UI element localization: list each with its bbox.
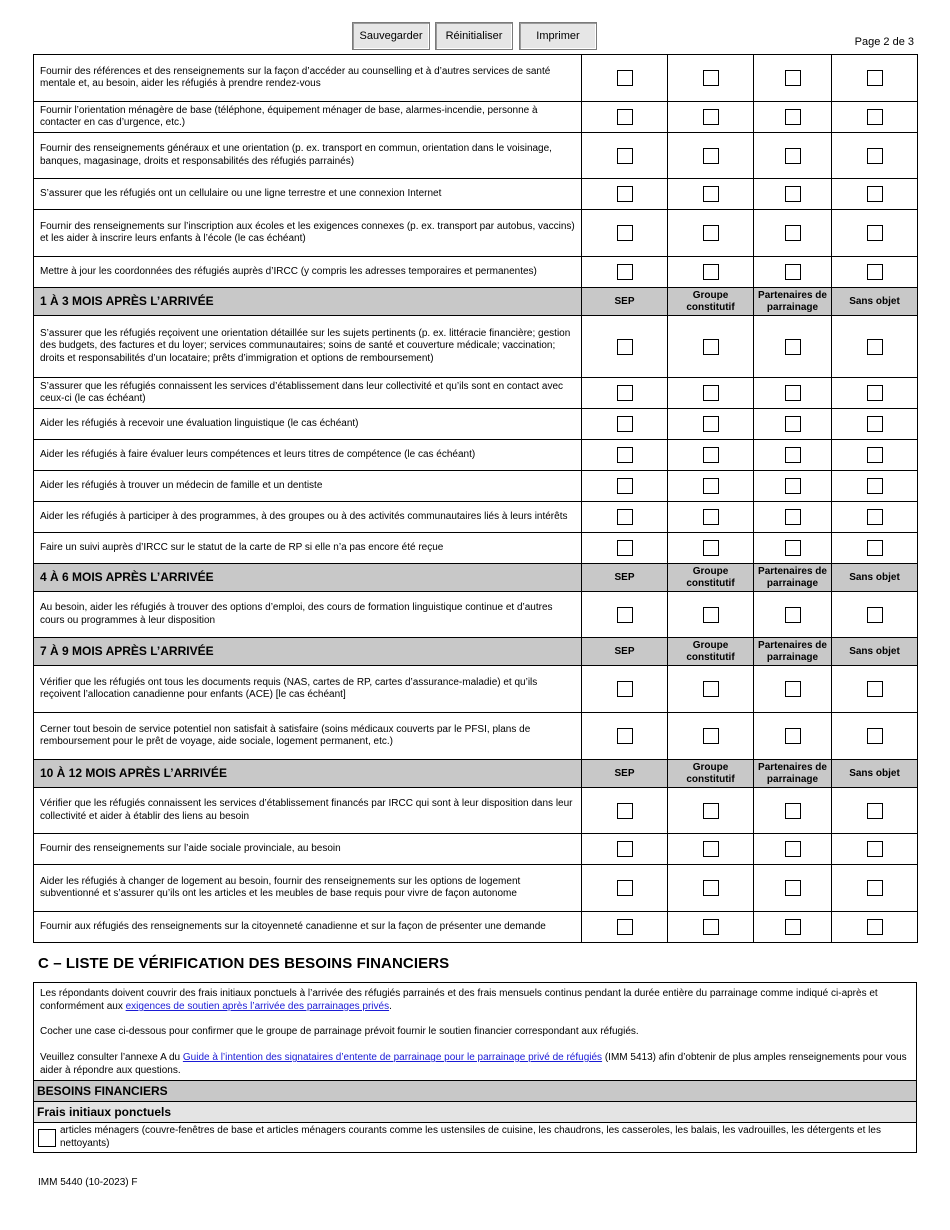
sponsorship-guide-link[interactable]: Guide à l’intention des signataires d’entente de parrainage pour le parrainage privé de réfugiés — [182, 1052, 603, 1063]
checkbox-partenaires[interactable] — [785, 681, 801, 697]
checkbox-partenaires[interactable] — [785, 728, 801, 744]
task-description: Mettre à jour les coordonnées des réfugiés auprès d’IRCC (y compris les adresses temporaires et permanentes) — [34, 257, 582, 288]
checkbox-groupe[interactable] — [703, 681, 719, 697]
checkbox-sans_objet[interactable] — [867, 447, 883, 463]
checkbox-sans_objet[interactable] — [867, 264, 883, 280]
checkbox-cell-partenaires — [754, 102, 832, 133]
checkbox-cell-groupe — [668, 865, 754, 912]
column-header-sans_objet: Sans objet — [832, 288, 918, 316]
checkbox-cell-sep — [582, 834, 668, 865]
checkbox-partenaires[interactable] — [785, 109, 801, 125]
page-number: Page 2 de 3 — [854, 36, 914, 48]
column-header-sans_objet: Sans objet — [832, 564, 918, 592]
column-header-sans_objet: Sans objet — [832, 638, 918, 666]
table-row — [34, 378, 918, 409]
checkbox-cell-groupe — [668, 257, 754, 288]
checkbox-groupe[interactable] — [703, 225, 719, 241]
checkbox-cell-sep — [582, 713, 668, 760]
checkbox-cell-sans_objet — [832, 912, 918, 943]
checkbox-cell-partenaires — [754, 179, 832, 210]
checkbox-cell-sans_objet — [832, 378, 918, 409]
checkbox-cell-sep — [582, 533, 668, 564]
task-description: Faire un suivi auprès d’IRCC sur le statut de la carte de RP si elle n’a pas encore été reçue — [34, 533, 582, 564]
checkbox-groupe[interactable] — [703, 841, 719, 857]
checkbox-cell-partenaires — [754, 257, 832, 288]
checkbox-cell-partenaires — [754, 55, 832, 102]
checkbox-cell-groupe — [668, 471, 754, 502]
checkbox-cell-sans_objet — [832, 409, 918, 440]
table-row — [34, 788, 918, 834]
checkbox-sans_objet[interactable] — [867, 681, 883, 697]
checkbox-cell-groupe — [668, 179, 754, 210]
column-header-partenaires: Partenaires de parrainage — [754, 638, 832, 666]
checkbox-cell-groupe — [668, 592, 754, 638]
checkbox-cell-partenaires — [754, 210, 832, 257]
checkbox-cell-sans_objet — [832, 316, 918, 378]
checkbox-cell-sans_objet — [832, 713, 918, 760]
checkbox-cell-sans_objet — [832, 440, 918, 471]
table-row — [34, 133, 918, 179]
checkbox-sep[interactable] — [617, 728, 633, 744]
guide-reference-paragraph: Veuillez consulter l’annexe A du Guide à l’intention des signataires d’entente de parrainage pour le parrainage privé de réfugiés (IMM 5413) afin d’obtenir de plus amples renseignements pour vous aider à répondre aux questions. — [40, 1052, 907, 1076]
checkbox-cell-sans_objet — [832, 834, 918, 865]
section-header-10-12-months — [34, 760, 918, 788]
checkbox-cell-sep — [582, 133, 668, 179]
checkbox-partenaires[interactable] — [785, 478, 801, 494]
checkbox-cell-partenaires — [754, 592, 832, 638]
checkbox-sans_objet[interactable] — [867, 607, 883, 623]
table-row — [34, 666, 918, 713]
table-row — [34, 179, 918, 210]
task-description: S’assurer que les réfugiés ont un cellulaire ou une ligne terrestre et une connexion Internet — [34, 179, 582, 210]
checkbox-sans_objet[interactable] — [867, 540, 883, 556]
checkbox-sans_objet[interactable] — [867, 70, 883, 86]
checkbox-cell-partenaires — [754, 834, 832, 865]
household-items-label: articles ménagers (couvre-fenêtres de base et articles ménagers courants comme les ustensiles de cuisine, les chaudrons, les casseroles, les balais, les vadrouilles, les détergents et les nettoyants) — [60, 1125, 881, 1149]
checkbox-cell-sep — [582, 409, 668, 440]
checkbox-groupe[interactable] — [703, 385, 719, 401]
checkbox-groupe[interactable] — [703, 70, 719, 86]
checkbox-partenaires[interactable] — [785, 264, 801, 280]
checkbox-cell-sep — [582, 865, 668, 912]
checkbox-cell-partenaires — [754, 533, 832, 564]
table-row — [34, 865, 918, 912]
checkbox-cell-groupe — [668, 440, 754, 471]
checkbox-cell-sep — [582, 102, 668, 133]
table-row — [34, 102, 918, 133]
column-header-groupe: Groupe constitutif — [668, 564, 754, 592]
checkbox-cell-sans_objet — [832, 788, 918, 834]
task-description: Fournir des renseignements généraux et une orientation (p. ex. transport en commun, orientation dans le voisinage, banques, magasinage, droits et responsabilités des réfugiés parrainés) — [34, 133, 582, 179]
checkbox-groupe[interactable] — [703, 728, 719, 744]
checkbox-groupe[interactable] — [703, 540, 719, 556]
checkbox-cell-sep — [582, 179, 668, 210]
task-description: Aider les réfugiés à changer de logement au besoin, fournir des renseignements sur les options de logement subventionné et s’assurer qu’ils ont les articles et les meubles de base requis pour vivre de façon autonome — [34, 865, 582, 912]
table-row — [34, 592, 918, 638]
table-row — [34, 440, 918, 471]
table-row — [34, 55, 918, 102]
checkbox-sans_objet[interactable] — [867, 186, 883, 202]
task-description: Vérifier que les réfugiés ont tous les documents requis (NAS, cartes de RP, cartes d’assurance-maladie) et qu’ils reçoivent l’allocation canadienne pour enfants (ACE) [le cas échéant] — [34, 666, 582, 713]
checkbox-sep[interactable] — [617, 607, 633, 623]
checkbox-cell-partenaires — [754, 471, 832, 502]
column-header-groupe: Groupe constitutif — [668, 760, 754, 788]
checkbox-cell-sans_objet — [832, 865, 918, 912]
checkbox-groupe[interactable] — [703, 447, 719, 463]
checkbox-cell-groupe — [668, 102, 754, 133]
checkbox-sep[interactable] — [617, 264, 633, 280]
checkbox-sep[interactable] — [617, 509, 633, 525]
column-header-sep: SEP — [582, 288, 668, 316]
table-row — [34, 834, 918, 865]
checkbox-cell-groupe — [668, 788, 754, 834]
checkbox-cell-groupe — [668, 713, 754, 760]
checkbox-partenaires[interactable] — [785, 447, 801, 463]
checkbox-sep[interactable] — [617, 803, 633, 819]
checkbox-sep[interactable] — [617, 385, 633, 401]
checkbox-cell-groupe — [668, 133, 754, 179]
table-row — [34, 912, 918, 943]
one-time-costs-subheader: Frais initiaux ponctuels — [34, 1101, 916, 1122]
checkbox-cell-sans_objet — [832, 257, 918, 288]
checkbox-sans_objet[interactable] — [867, 919, 883, 935]
task-description: Aider les réfugiés à recevoir une évaluation linguistique (le cas échéant) — [34, 409, 582, 440]
task-description: Fournir des renseignements sur l’aide sociale provinciale, au besoin — [34, 834, 582, 865]
checkbox-sep[interactable] — [617, 186, 633, 202]
checkbox-sans_objet[interactable] — [867, 385, 883, 401]
checkbox-groupe[interactable] — [703, 607, 719, 623]
column-header-sep: SEP — [582, 564, 668, 592]
checkbox-sep[interactable] — [617, 919, 633, 935]
checkbox-sep[interactable] — [617, 225, 633, 241]
checkbox-sep[interactable] — [617, 478, 633, 494]
checkbox-sans_objet[interactable] — [867, 416, 883, 432]
checkbox-cell-sep — [582, 257, 668, 288]
checkbox-sep[interactable] — [617, 447, 633, 463]
checkbox-cell-groupe — [668, 316, 754, 378]
section-header-1-3-months — [34, 288, 918, 316]
checkbox-cell-groupe — [668, 210, 754, 257]
checkbox-cell-sans_objet — [832, 471, 918, 502]
checkbox-cell-sep — [582, 210, 668, 257]
section-title: 10 À 12 MOIS APRÈS L’ARRIVÉE — [34, 760, 582, 788]
financial-intro-paragraph: Les répondants doivent couvrir des frais initiaux ponctuels à l’arrivée des réfugiés parrainés et des frais mensuels continus pendant la durée entière du parrainage comme indiqué ci-après et conformément aux exigences de soutien après l’arrivée des parrainages privés. — [40, 988, 878, 1012]
task-description: Aider les réfugiés à faire évaluer leurs compétences et leurs titres de compétence (le cas échéant) — [34, 440, 582, 471]
form-code: IMM 5440 (10-2023) F — [38, 1177, 138, 1188]
checkbox-cell-sep — [582, 788, 668, 834]
checkbox-cell-partenaires — [754, 133, 832, 179]
column-header-groupe: Groupe constitutif — [668, 638, 754, 666]
checkbox-partenaires[interactable] — [785, 385, 801, 401]
checkbox-partenaires[interactable] — [785, 919, 801, 935]
checkbox-groupe[interactable] — [703, 919, 719, 935]
checkbox-cell-sans_objet — [832, 666, 918, 713]
checkbox-sans_objet[interactable] — [867, 225, 883, 241]
checkbox-cell-partenaires — [754, 316, 832, 378]
checkbox-cell-groupe — [668, 502, 754, 533]
checkbox-cell-groupe — [668, 834, 754, 865]
checkbox-cell-sep — [582, 471, 668, 502]
checkbox-sans_objet[interactable] — [867, 728, 883, 744]
checkbox-cell-sep — [582, 440, 668, 471]
task-description: Aider les réfugiés à participer à des programmes, à des groupes ou à des activités communautaires liés à leurs intérêts — [34, 502, 582, 533]
checkbox-cell-sep — [582, 55, 668, 102]
household-items-checkbox[interactable] — [38, 1129, 56, 1147]
checkbox-partenaires[interactable] — [785, 841, 801, 857]
checkbox-sans_objet[interactable] — [867, 841, 883, 857]
checkbox-cell-sans_objet — [832, 210, 918, 257]
checkbox-cell-groupe — [668, 666, 754, 713]
table-row — [34, 316, 918, 378]
checkbox-sep[interactable] — [617, 148, 633, 164]
checkbox-cell-sans_objet — [832, 133, 918, 179]
section-header-4-6-months — [34, 564, 918, 592]
task-description: Cerner tout besoin de service potentiel non satisfait à satisfaire (soins médicaux couverts par le PFSI, plans de remboursement pour le prêt de voyage, aide sociale, logement permanent, etc.) — [34, 713, 582, 760]
checkbox-cell-partenaires — [754, 865, 832, 912]
checkbox-cell-sans_objet — [832, 55, 918, 102]
column-header-sans_objet: Sans objet — [832, 760, 918, 788]
checkbox-cell-partenaires — [754, 378, 832, 409]
checkbox-partenaires[interactable] — [785, 148, 801, 164]
section-title: 4 À 6 MOIS APRÈS L’ARRIVÉE — [34, 564, 582, 592]
column-header-sep: SEP — [582, 760, 668, 788]
checkbox-partenaires[interactable] — [785, 70, 801, 86]
table-row — [34, 713, 918, 760]
checkbox-cell-partenaires — [754, 912, 832, 943]
checkbox-cell-partenaires — [754, 502, 832, 533]
checkbox-sep[interactable] — [617, 681, 633, 697]
checkbox-sep[interactable] — [617, 841, 633, 857]
task-description: Vérifier que les réfugiés connaissent les services d’établissement financés par IRCC qui sont à leur disposition dans leur collectivité et aider à établir des liens au besoin — [34, 788, 582, 834]
checkbox-sans_objet[interactable] — [867, 148, 883, 164]
checkbox-partenaires[interactable] — [785, 509, 801, 525]
checkbox-partenaires[interactable] — [785, 225, 801, 241]
checkbox-cell-partenaires — [754, 440, 832, 471]
checkbox-partenaires[interactable] — [785, 880, 801, 896]
checkbox-sep[interactable] — [617, 339, 633, 355]
checkbox-cell-partenaires — [754, 788, 832, 834]
column-header-groupe: Groupe constitutif — [668, 288, 754, 316]
checkbox-groupe[interactable] — [703, 109, 719, 125]
section-header-7-9-months — [34, 638, 918, 666]
checkbox-partenaires[interactable] — [785, 339, 801, 355]
checkbox-groupe[interactable] — [703, 186, 719, 202]
section-title: 1 À 3 MOIS APRÈS L’ARRIVÉE — [34, 288, 582, 316]
checkbox-groupe[interactable] — [703, 880, 719, 896]
task-description: Fournir aux réfugiés des renseignements sur la citoyenneté canadienne et sur la façon de présenter une demande — [34, 912, 582, 943]
checkbox-cell-groupe — [668, 378, 754, 409]
checkbox-sep[interactable] — [617, 540, 633, 556]
checkbox-cell-groupe — [668, 409, 754, 440]
checkbox-partenaires[interactable] — [785, 186, 801, 202]
checkbox-cell-sep — [582, 592, 668, 638]
financial-needs-box — [33, 982, 917, 1153]
column-header-partenaires: Partenaires de parrainage — [754, 760, 832, 788]
checkbox-groupe[interactable] — [703, 264, 719, 280]
checkbox-cell-sans_objet — [832, 533, 918, 564]
checkbox-sep[interactable] — [617, 70, 633, 86]
task-description: Fournir l’orientation ménagère de base (téléphone, équipement ménager de base, alarmes-incendie, personne à contacter en cas d’urgence, etc.) — [34, 102, 582, 133]
section-title: 7 À 9 MOIS APRÈS L’ARRIVÉE — [34, 638, 582, 666]
checkbox-sans_objet[interactable] — [867, 339, 883, 355]
task-description: Fournir des renseignements sur l’inscription aux écoles et les exigences connexes (p. ex. transport par autobus, vaccins) et les aider à inscrire leurs enfants à l’école (le cas échéant) — [34, 210, 582, 257]
checkbox-sans_objet[interactable] — [867, 880, 883, 896]
checkbox-cell-groupe — [668, 533, 754, 564]
checkbox-sep[interactable] — [617, 880, 633, 896]
task-description: S’assurer que les réfugiés connaissent les services d’établissement dans leur collectivité et qu’ils sont en contact avec ceux-ci (le cas échéant) — [34, 378, 582, 409]
checkbox-sans_objet[interactable] — [867, 509, 883, 525]
checkbox-partenaires[interactable] — [785, 607, 801, 623]
checkbox-groupe[interactable] — [703, 339, 719, 355]
confirm-instruction: Cocher une case ci-dessous pour confirmer que le groupe de parrainage prévoit fournir le soutien financier correspondant aux réfugiés. — [40, 1026, 639, 1037]
checkbox-groupe[interactable] — [703, 803, 719, 819]
checkbox-cell-groupe — [668, 912, 754, 943]
column-header-partenaires: Partenaires de parrainage — [754, 564, 832, 592]
checkbox-cell-sep — [582, 666, 668, 713]
reset-button[interactable]: Réinitialiser — [435, 22, 513, 50]
column-header-partenaires: Partenaires de parrainage — [754, 288, 832, 316]
table-row — [34, 471, 918, 502]
section-c-title: C – LISTE DE VÉRIFICATION DES BESOINS FINANCIERS — [38, 955, 450, 972]
checkbox-cell-sep — [582, 502, 668, 533]
checkbox-cell-partenaires — [754, 666, 832, 713]
checkbox-cell-sans_objet — [832, 502, 918, 533]
table-row — [34, 502, 918, 533]
checkbox-sep[interactable] — [617, 109, 633, 125]
column-header-sep: SEP — [582, 638, 668, 666]
checkbox-cell-partenaires — [754, 713, 832, 760]
settlement-checklist-table — [33, 54, 918, 943]
table-row — [34, 533, 918, 564]
checkbox-groupe[interactable] — [703, 478, 719, 494]
checkbox-partenaires[interactable] — [785, 803, 801, 819]
table-row — [34, 409, 918, 440]
checkbox-cell-sans_objet — [832, 179, 918, 210]
household-items-row — [34, 1122, 916, 1152]
checkbox-cell-sep — [582, 912, 668, 943]
checkbox-cell-sans_objet — [832, 592, 918, 638]
task-description: Aider les réfugiés à trouver un médecin de famille et un dentiste — [34, 471, 582, 502]
checkbox-cell-groupe — [668, 55, 754, 102]
task-description: S’assurer que les réfugiés reçoivent une orientation détaillée sur les sujets pertinents (p. ex. littéracie financière; gestion des budgets, des factures et du loyer; services communautaires; soins de santé et couverture médicale; vaccination; droits et responsabilités d’un locataire; prêts d’immigration et options de remboursement) — [34, 316, 582, 378]
table-row — [34, 257, 918, 288]
financial-needs-header: BESOINS FINANCIERS — [34, 1080, 916, 1101]
checkbox-cell-sans_objet — [832, 102, 918, 133]
checkbox-sans_objet[interactable] — [867, 803, 883, 819]
checkbox-groupe[interactable] — [703, 148, 719, 164]
print-button[interactable]: Imprimer — [519, 22, 597, 50]
checkbox-cell-sep — [582, 378, 668, 409]
checkbox-sans_objet[interactable] — [867, 478, 883, 494]
checkbox-cell-sep — [582, 316, 668, 378]
save-button[interactable]: Sauvegarder — [352, 22, 430, 50]
checkbox-sep[interactable] — [617, 416, 633, 432]
checkbox-sans_objet[interactable] — [867, 109, 883, 125]
checkbox-groupe[interactable] — [703, 416, 719, 432]
task-description: Fournir des références et des renseignements sur la façon d’accéder au counselling et à d’autres services de santé mentale et, au besoin, aider les réfugiés à prendre rendez-vous — [34, 55, 582, 102]
checkbox-partenaires[interactable] — [785, 540, 801, 556]
checkbox-cell-partenaires — [754, 409, 832, 440]
checkbox-groupe[interactable] — [703, 509, 719, 525]
table-row — [34, 210, 918, 257]
checkbox-partenaires[interactable] — [785, 416, 801, 432]
task-description: Au besoin, aider les réfugiés à trouver des options d’emploi, des cours de formation linguistique continue et d’autres cours ou programmes à leur disposition — [34, 592, 582, 638]
post-arrival-requirements-link[interactable]: exigences de soutien après l’arrivée des parrainages privés — [125, 1001, 390, 1012]
